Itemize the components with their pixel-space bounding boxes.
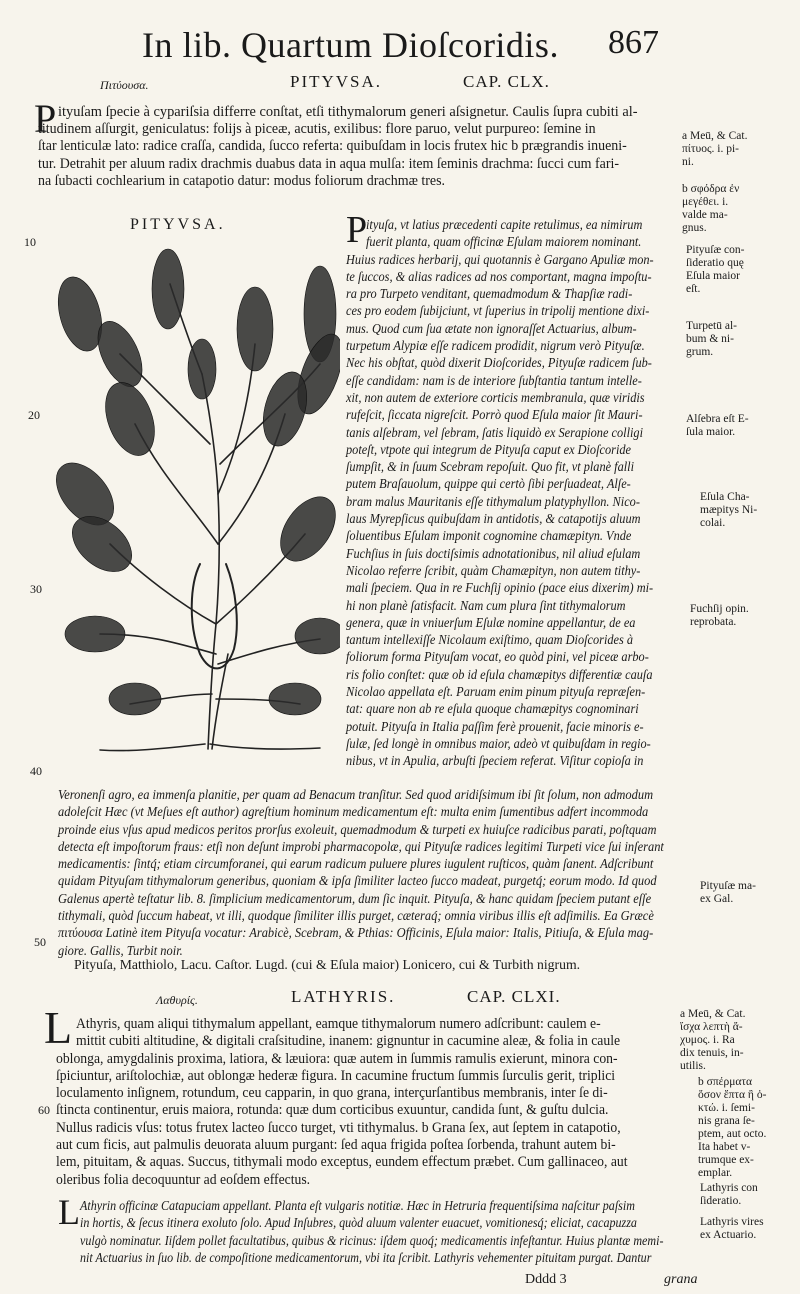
note-line: ſula maior. <box>686 426 736 438</box>
margin-note <box>700 880 756 906</box>
note-line: Eſula Cha- <box>700 491 750 503</box>
text-line: Nicolao referre ſcribit, quàm Chamæpityn, non autem tithy- <box>346 562 641 578</box>
note-line: Lathyris con <box>700 1182 758 1194</box>
text-line: turpetum Alypiæ eſſe radicem prodidit, nigrum verò Pityuſæ. <box>346 338 645 354</box>
note-line: b σφόδρα ἐν <box>682 183 740 195</box>
text-line: mus. Quod cum ſua ætate non ignoraſſet Actuarius, album- <box>346 320 637 336</box>
text-line: lem, pituitam, & aquas. Succus, tithymali modo exceptus, eundem effectum præbet. Cum gallinaceo, aut <box>56 1154 628 1171</box>
margin-note <box>682 130 747 169</box>
note-line: Eſula maior <box>686 270 740 282</box>
note-line: Alſebra eſt E- <box>686 413 749 425</box>
synonyms-line: Pityuſa, Matthiolo, Lacu. Caſtor. Lugd. (cui & Eſula maior) Lonicero, cui & Turbith nigrum. <box>74 958 581 973</box>
text-line: oblonga, amygdalinis proxima, latiora, & læuiora: quæ autem in ſummis ramulis exierunt, minora con- <box>56 1050 618 1067</box>
text-line: ſtincta continentur, eruis maiora, rotunda: quæ dum corticibus exuuntur, candida ſunt, & guſtu dulcia. <box>56 1102 609 1119</box>
text-line: detecta eſt impoſtorum fraus: etſi non deſunt improbi pharmacopolæ, qui Pityuſæ radices legitimi Turpeti vice ſui inſerant <box>58 838 664 854</box>
text-line: Veronenſi agro, ea immenſa planitie, per quam ad Benacum tranſitur. Sed quod aridiſsimum ibi ſit ſolum, non admodum <box>58 787 654 802</box>
chapter-title: LATHYRIS. <box>291 987 396 1006</box>
text-line: eſſe candidam: nam is de interiore ſubſtantia tantum intelle- <box>346 372 642 388</box>
text-line: tat: quare non ab re eſula quoque chamæpitys cognominari <box>346 701 639 717</box>
note-line: πίτυος. i. pi- <box>682 143 739 155</box>
margin-note <box>690 603 749 629</box>
note-line: ἴσχα λεπτὴ ἄ- <box>680 1021 743 1033</box>
commentary-column <box>366 216 660 251</box>
chapter-number: CAP. CLXI. <box>467 987 561 1006</box>
note-line: utilis. <box>680 1060 706 1072</box>
text-line: ſtar lenticulæ lato: radice craſſa, candida, ſucco referta: quibuſdam in locis frutex hic b prægrandis inueni- <box>38 138 627 155</box>
note-line: bum & ni- <box>686 333 734 345</box>
margin-note <box>682 183 739 235</box>
text-line: Nicolao appellata eſt. Paruam enim pinum pityuſa repræſen- <box>346 684 646 700</box>
text-line: Nec his obſtat, quòd dixerit Dioſcorides, Pityuſæ radicem ſub- <box>346 355 652 371</box>
text-line: tithymali, quòd ſuccum habeat, vt illi, quodque ſimiliter illis purget, cæteraq́; omnia viribus illis eſt adſimilis. Ea Græcè <box>58 908 654 924</box>
text-line: rufeſcit, ſiccata nigreſcit. Porrò quod Eſula maior ſit Mauri- <box>346 407 643 423</box>
text-line: Athyrin officinæ Catapuciam appellant. Planta eſt vulgaris notitiæ. Hæc in Hetruria frequentiſsima naſcitur paſsim <box>80 1198 635 1213</box>
note-line: Fuchſij opin. <box>690 603 749 615</box>
text-line: ſumpſit, & in ſuum Scebram repoſuit. Quo fit, vt planè falli <box>346 459 635 475</box>
note-line: ſideratio quę <box>686 257 744 269</box>
text-line: quidam Pityuſam tithymalorum generibus, quoniam & ipſa ſimiliter lacteo ſucco madeat, purgetq́; eorum modo. Id quod <box>58 873 657 889</box>
note-line: Turpetū al- <box>686 320 738 332</box>
text-line: ſulæ, ſed longè in omnibus maior, adeò vt quibuſdam in regio- <box>346 735 651 751</box>
note-line: μεγέθει. i. <box>682 196 729 208</box>
text-line: nit Actuarius in ſuo lib. de compoſitione medicamentorum, vbi ita ſcribit. Lathyris vehementer pituitam purgat. Dantur <box>80 1249 652 1265</box>
text-line: tantum intellexiſſe Nicolaum exiſtimo, quam Dioſcorides à <box>346 632 634 648</box>
text-line: genera, quæ in vniuerſum Eſulæ nomine appellantur, de ea <box>346 614 636 630</box>
note-line: ſideratio. <box>700 1195 742 1207</box>
text-line: Athyris, quam aliqui tithymalum appellant, eamque tithymalorum numero adſcribunt: caulem e- <box>76 1016 601 1032</box>
margin-note <box>686 244 744 296</box>
text-line: ris folio conſtet: quæ ob id eſula chamæpitys differentiæ cauſa <box>346 666 653 682</box>
note-line: ptem, aut octo. <box>698 1128 767 1140</box>
chapter-text-cont <box>56 1051 645 1189</box>
margin-note <box>686 413 749 439</box>
text-line: fuerit planta, quam officinæ Eſulam maiorem nominant. <box>366 234 642 250</box>
line-number: 60 <box>38 1103 50 1117</box>
text-line: Galenus apertè teſtatur lib. 8. ſimplicium medicamentorum, dum ſic inquit. Pityuſa, & hanc quidam ſpeciem putant eſſe <box>58 890 652 906</box>
text-line: giore. Gallis, Turbit noir. <box>58 942 183 958</box>
text-line: na ſubacti cochlearium in catapotio datur: modus foliorum drachmæ tres. <box>38 172 446 189</box>
text-line: aut cum ficis, aut palmulis deuorata aluum purgant: ſed aqua frigida poſtea ſorbenda, trahunt autem bi- <box>56 1137 616 1154</box>
note-line: a Meū, & Cat. <box>680 1008 746 1020</box>
text-line: titudinem aſſurgit, geniculatus: folijs à piceæ, acutis, exilibus: flore paruo, velut purpureo: ſemine in <box>38 121 596 137</box>
drop-capital: P <box>34 96 57 141</box>
note-line: gnus. <box>682 222 707 234</box>
line-number: 30 <box>30 582 42 596</box>
note-line: χυμος. i. Ra <box>680 1034 735 1046</box>
text-line: proinde eius vſus apud medicos peritos prorſus exoleuit, quemadmodum & turpeti ex huiuſce radicibus parati, poſtquam <box>58 821 657 837</box>
text-line: ſpiciuntur, ariſtolochiæ, aut oblongæ hederæ figura. In cacumine fructum ſummis ſurculis gerit, triplici <box>56 1067 616 1084</box>
text-line: in hortis, & ſecus itinera exoluto ſolo. Apud Inſubres, quòd aluum valenter euacuet, vomitionesq́; eliciat, cacapuzza <box>80 1215 637 1231</box>
note-line: reprobata. <box>690 616 737 628</box>
text-line: xit, non autem de exteriore corticis membranula, quæ viridis <box>346 389 645 405</box>
text-line: ityuſam ſpecie à cypariſsia differre conſtat, etſi tithymalorum generi aſsignetur. Caulis ſupra cubiti al- <box>58 104 638 120</box>
text-line: πιτύουσα Latinè item Pityuſa vocatur: Arabicè, Scebram, & Pthias: Officinis, Eſula maior: Italis, Pitiuſa, & Eſula mag- <box>58 925 654 941</box>
commentary-column-cont <box>346 251 659 770</box>
page-header <box>0 24 800 72</box>
note-line: valde ma- <box>682 209 728 221</box>
signature-mark: Dddd 3 <box>525 1272 567 1287</box>
drop-capital: L <box>44 1002 73 1053</box>
text-line: Fuchſius in ſuis doctiſsimis adnotationibus, nil aliud eſulam <box>346 545 641 561</box>
figure-caption: PITYVSA. <box>130 216 226 233</box>
margin-note <box>700 1182 758 1208</box>
text-line: laus Myrepſicus quibuſdam in antidotis, & catapotijs aluum <box>346 511 641 527</box>
note-line: grum. <box>686 346 714 358</box>
chapter-text <box>58 104 678 121</box>
note-line: trumque ex- <box>698 1154 754 1166</box>
text-line: foliorum forma Pityuſam vocat, eo quòd pini, vel piceæ arbo- <box>346 649 649 665</box>
note-line: nis grana ſe- <box>698 1115 755 1127</box>
note-line: Pityuſæ ma- <box>700 880 756 892</box>
chapter-greek-name: Λαθυρίς. <box>156 993 198 1007</box>
chapter-title: PITYVSA. <box>290 72 383 91</box>
text-line: ſoluentibus Eſulam imponit cognomine chamæpityn. Vnde <box>346 528 632 544</box>
note-line: ex Gal. <box>700 893 734 905</box>
note-line: b σπέρματα <box>698 1076 753 1088</box>
chapter-number: CAP. CLX. <box>463 72 550 91</box>
text-line: ra pro Turpeto venditant, quemadmodum & Thapſiæ radi- <box>346 286 633 302</box>
text-line: vulgò nominatur. Iiſdem pollet facultatibus, quibus & ricinus: iſdem quoq́; medicamentis infeſtantur. Huius plantæ memi- <box>80 1232 664 1248</box>
text-line: oleribus folia decoquuntur ad eoſdem effectus. <box>56 1171 311 1188</box>
text-line: loculamento inſignem, rotundum, ceu capparin, in quo grana, interçurſantibus membranis, inter ſe di- <box>56 1085 608 1102</box>
text-line: bram malus Mauritanis eſſe tithymalum platyphyllon. Nico- <box>346 493 640 509</box>
margin-note <box>680 1008 745 1073</box>
note-line: ni. <box>682 156 694 168</box>
text-line: poteſt, vtpote qui integrum de Pityuſa caput ex Dioſcoride <box>346 441 631 457</box>
note-line: eſt. <box>686 283 701 295</box>
note-line: colai. <box>700 517 726 529</box>
note-line: κτώ. i. ſemi- <box>698 1102 755 1114</box>
text-line: adoleſcit Hæc (vt Meſues eſt author) agreſtium hominum medicamentum eſt: multa enim ſumentibus adfert incommoda <box>58 804 649 820</box>
note-line: Ita habet v- <box>698 1141 751 1153</box>
margin-note <box>700 1216 764 1242</box>
commentary-fullwidth <box>58 786 664 959</box>
page-number: 867 <box>608 24 659 61</box>
text-line: putem Braſauolum, quippe qui certò ſibi perſuadeat, Alſe- <box>346 476 631 492</box>
text-line: potuit. Pityuſa in Italia paſſim ferè prouenit, facie minoris e- <box>346 718 644 734</box>
commentary-column <box>80 1197 664 1266</box>
note-line: a Meū, & Cat. <box>682 130 748 142</box>
line-number: 20 <box>28 408 40 422</box>
line-number: 40 <box>30 764 42 778</box>
margin-note <box>686 320 737 359</box>
text-line: tur. Detrahit per aluum radix drachmis duabus data in aqua mulſa: item ſeminis drachma: ſucci cum fari- <box>38 155 620 172</box>
running-title: In lib. Quartum Dioſcoridis. <box>142 25 559 65</box>
text-line: te ſuccos, & alias radices ad nos comportant, magna impoſtu- <box>346 268 652 284</box>
text-line: mittit cubiti altitudine, & digitali craſsitudine, inanem: gignuntur in cacumine aleæ, & folia in caule <box>76 1033 621 1050</box>
note-line: emplar. <box>698 1167 733 1179</box>
text-line: Huius radices herbarij, qui quotannis è Gargano Apuliæ mon- <box>346 251 654 267</box>
text-line: medicamentis: ſintq́; etiam circumforanei, qui earum radicum puluere plures iugulent ruſticos, quàm ſanent. Adſcribunt <box>58 856 654 872</box>
text-line: ityuſa, vt latius præcedenti capite retulimus, ea nimirum <box>366 217 643 232</box>
chapter-text-cont <box>38 121 659 190</box>
note-line: ex Actuario. <box>700 1229 757 1241</box>
text-line: ces pro eodem ſubijciunt, vt ſuperius in tripolij mentione dixi- <box>346 303 650 319</box>
line-number: 10 <box>24 235 36 249</box>
drop-capital-commentary: L <box>58 1192 80 1232</box>
text-line: nibus, vt in Apulia, arbuſti ſpeciem referat. Viſitur copioſa in <box>346 753 644 769</box>
note-line: Lathyris vires <box>700 1216 764 1228</box>
margin-note <box>698 1076 766 1180</box>
text-line: mali ſpeciem. Qua in re Fuchſij opinio (pace eius dixerim) mi- <box>346 580 654 596</box>
note-line: mæpitys Ni- <box>700 504 758 516</box>
note-line: ὅσον ἕπτα ἢ ὀ- <box>698 1089 767 1101</box>
line-number: 50 <box>34 935 46 949</box>
plant-woodcut-illustration <box>40 244 340 756</box>
note-line: dix tenuis, in- <box>680 1047 744 1059</box>
text-line: hi non planè ſatisfacit. Nam cum plura ſint tithymalorum <box>346 597 626 613</box>
chapter-text <box>76 1016 646 1051</box>
margin-note <box>700 491 757 530</box>
drop-capital-commentary: P <box>346 209 368 251</box>
note-line: Pityuſæ con- <box>686 244 745 256</box>
text-line: Nullus radicis vſus: totus frutex lacteo ſucco turget, vti tithymalus. b Grana ſex, aut ſeptem in catapotio, <box>56 1119 621 1136</box>
catchword: grana <box>664 1272 698 1287</box>
text-line: tanis alſebram, vel ſebram, ſatis liquidò ex Serapione colligi <box>346 424 644 440</box>
chapter-greek-name: Πιτύουσα. <box>100 78 149 92</box>
